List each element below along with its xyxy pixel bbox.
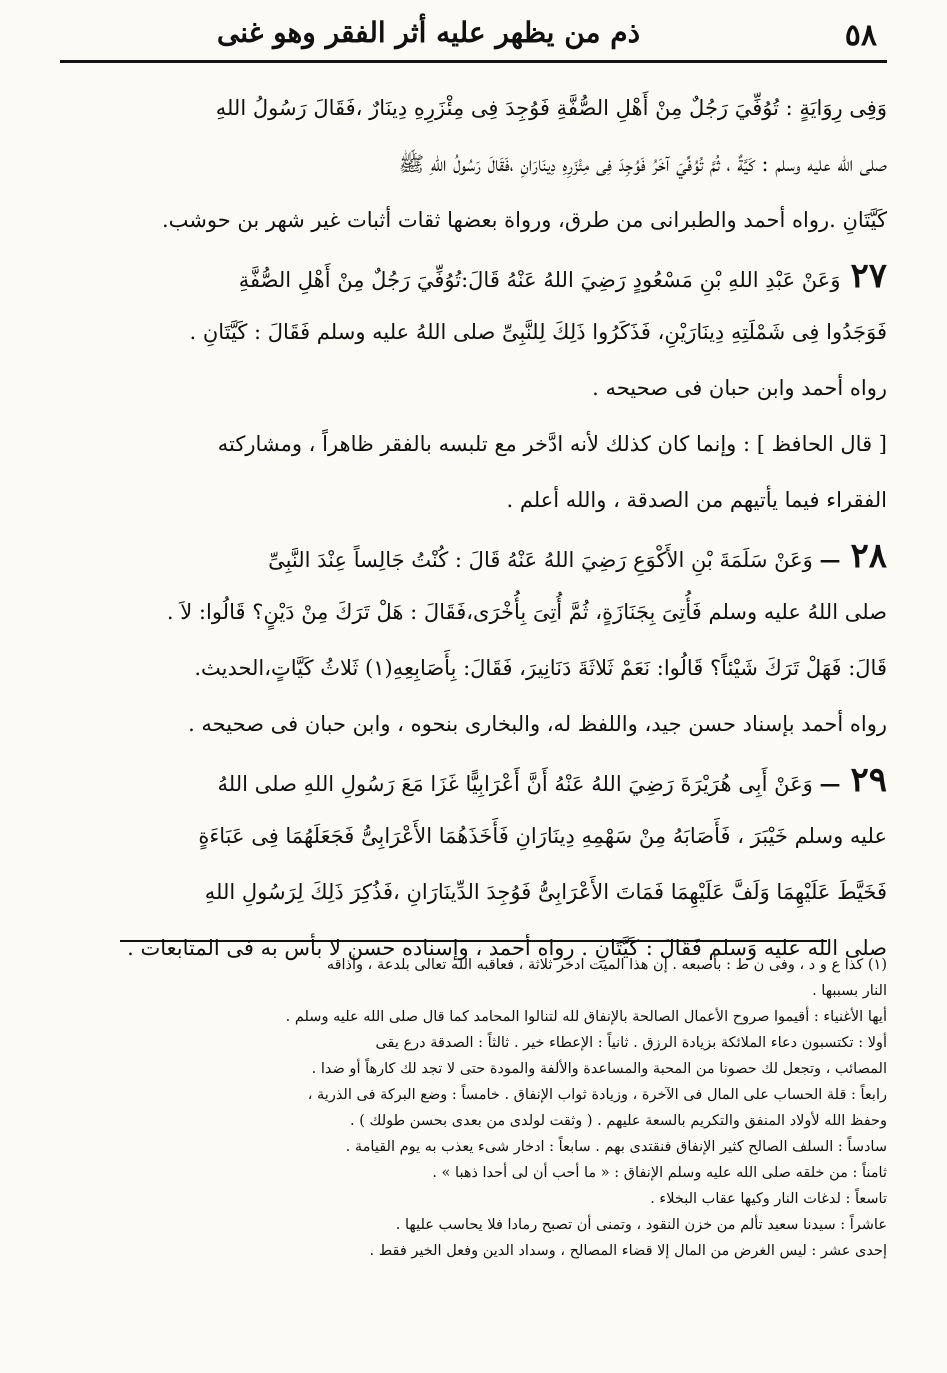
- body-text: [60, 80, 887, 976]
- narration-dash: —: [819, 547, 841, 572]
- hafiz-note-line: الفقراء فيما يأتيهم من الصدقة ، والله أعلم .: [506, 488, 887, 512]
- footnotes: [60, 952, 887, 1264]
- footnote-line: أولا : تكتسبون دعاء الملائكة بزيادة الرزق . ثانياً : الإعطاء خير . ثالثاً : الصدقة درع يقى: [375, 1035, 887, 1051]
- footnote-line: النار بسببها .: [812, 983, 887, 999]
- text-line: صلى اللهُ عليه وسلم فَأُتِىَ بِجَنَازَةٍ، ثُمَّ أُتِىَ بِأُخْرَى،فَقَالَ : هَلْ تَرَكَ مِنْ دَيْنٍ؟ قَالُوا: لاَ .: [166, 600, 887, 624]
- hadith-number: ٢٨: [850, 536, 887, 576]
- text-line: رواه أحمد وابن حبان فى صحيحه .: [592, 376, 887, 400]
- text-line: رواه أحمد بإسناد حسن جيد، واللفظ له، والبخارى بنحوه ، وابن حبان فى صحيحه .: [188, 712, 887, 736]
- text-line: صلى الله عليه وسلم : كَيَّةٌ ، ثُمَّ تُوُفِّيَ آخَرُ فَوُجِدَ فِى مِئْزَرِهِ دِينَارَانِ ،فَقَالَ رَسُولُ اللهِ ﷺ: [398, 152, 887, 176]
- text-line: صلى الله عليه وَسلم فَقَالَ : كَيَّتَانِ . رواه أحمد ، وإسناده حسن لا بأس به فى المتابعات .: [127, 936, 887, 960]
- hadith-27-line: [60, 248, 887, 304]
- hadith-text: وَعَنْ أَبِى هُرَيْرَةَ رَضِيَ اللهُ عَنْهُ أَنَّ أَعْرَابِيًّا غَزَا مَعَ رَسُولِ اللهِ صلى اللهُ: [217, 772, 813, 796]
- footnote-line: ثامناً : من خلقه صلى الله عليه وسلم الإنفاق : « ما أحب أن لى أحدا ذهبا » .: [432, 1165, 887, 1181]
- footnote-line: المصائب ، وتجعل لك حصونا من المحبة والمساعدة والألفة والمودة حتى لا تجد لك كارهاً أو ضدا .: [311, 1061, 887, 1077]
- footnote-line: إحدى عشر : ليس الغرض من المال إلا قضاء المصالح ، وسداد الدين وفعل الخير فقط .: [369, 1243, 887, 1259]
- footnote-line: أيها الأغنياء : أقيموا صروح الأعمال الصالحة بالإنفاق لله لتنالوا المحامد كما قال صلى الله عليه وسلم .: [285, 1009, 887, 1025]
- footnote-line: رابعاً : قلة الحساب على المال فى الآخرة ، وزيادة ثواب الإنفاق . خامساً : وضع البركة فى الذرية ،: [307, 1087, 887, 1103]
- text-line: فَوَجَدُوا فِى شَمْلَتِهِ دِينَارَيْنِ، فَذَكَرُوا ذَلِكَ لِلنَّبِىِّ صلى اللهُ عليه وسلم فَقَالَ : كَيَّتَانِ .: [189, 320, 887, 344]
- footnote-line: تاسعاً : لدغات النار وكيها عقاب البخلاء .: [650, 1191, 887, 1207]
- hadith-number: ٢٩: [850, 760, 887, 800]
- hadith-28-line: [60, 528, 887, 584]
- footnote-line: سادساً : السلف الصالح كثير الإنفاق فنقتدى بهم . سابعاً : ادخار شىء يعذب به يوم القيامة .: [345, 1139, 887, 1155]
- footnote-rule: [120, 940, 827, 942]
- page-number: ٥٨: [844, 18, 877, 53]
- text-line: كَيَّتَانِ .رواه أحمد والطبرانى من طرق، ورواة بعضها ثقات أثبات غير شهر بن حوشب.: [161, 208, 887, 232]
- hadith-text: وَعَنْ سَلَمَةَ بْنِ الأَكْوَعِ رَضِيَ اللهُ عَنْهُ قَالَ : كُنْتُ جَالِساً عِنْدَ النَّبِىِّ: [268, 548, 813, 572]
- footnote-line: وحفظ الله لأولاد المنفق والتكريم بالسعة عليهم . ( وثقت لولدى من بعدى بحسن طولك ) .: [350, 1113, 887, 1129]
- text-line: قَالَ: فَهَلْ تَرَكَ شَيْئاً؟ قَالُوا: نَعَمْ ثَلاثَةَ دَنَانِيرَ، فَقَالَ: بِأَصَابِعِهِ(١) ثَلاثُ كَيَّاتٍ،الحديث.: [194, 656, 887, 680]
- footnote-line: عاشراً : سيدنا سعيد تألم من خزن النقود ، وتمنى أن تصبح رمادا فلا يحاسب عليها .: [395, 1217, 887, 1233]
- header-rule: [60, 60, 887, 63]
- hadith-29-line: [60, 752, 887, 808]
- footnote-line: (١) كذا ع و د ، وفى ن ط : بأصبعه . إن هذا الميت ادخر ثلاثة ، فعاقبه الله تعالى بلدعة ، وأذاقه: [326, 957, 887, 973]
- narration-dash: —: [819, 771, 841, 796]
- text-line: عليه وسلم خَيْبَرَ ، فَأَصَابَهُ مِنْ سَهْمِهِ دِينَارَانِ فَأَخَذَهُمَا الأَعْرَابِىُّ فَجَعَلَهُمَا فِى عَبَاءَةٍ: [198, 824, 887, 848]
- text-line: فَخَيَّطَ عَلَيْهِمَا وَلَفَّ عَلَيْهِمَا فَمَاتَ الأَعْرَابِىُّ فَوُجِدَ الدِّينَارَانِ ،فَذُكِرَ ذَلِكَ لِرَسُولِ اللهِ: [204, 880, 887, 904]
- text-line: وَفِى رِوَايَةٍ : تُوُفِّيَ رَجُلٌ مِنْ أَهْلِ الصُّفَّةِ فَوُجِدَ فِى مِئْزَرِهِ دِينَارٌ ،فَقَالَ رَسُولُ اللهِ: [215, 96, 887, 120]
- hafiz-note-line: [ قال الحافظ ] : وإنما كان كذلك لأنه ادَّخر مع تلبسه بالفقر ظاهراً ، ومشاركته: [217, 432, 887, 456]
- page-header: [60, 6, 877, 58]
- running-title: ذم من يظهر عليه أثر الفقر وهو غنى: [216, 16, 641, 49]
- hadith-text: وَعَنْ عَبْدِ اللهِ بْنِ مَسْعُودٍ رَضِيَ اللهُ عَنْهُ قَالَ:تُوُفِّيَ رَجُلٌ مِنْ أَهْلِ الصُّفَّةِ: [238, 268, 841, 292]
- hadith-number: ٢٧: [850, 256, 887, 296]
